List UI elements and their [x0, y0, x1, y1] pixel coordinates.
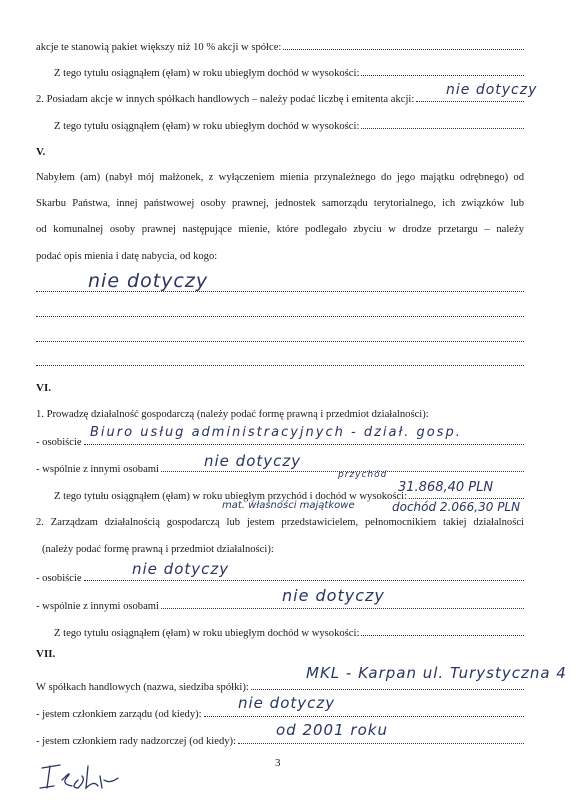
management-label: 2. Zarządzam działalnością gospodarczą lub jestem przedstawicielem, pełnomocnikiem takiej działalności — [36, 517, 524, 528]
section-v-text-4-span: podać opis mienia i datę nabycia, od kogo: — [36, 251, 218, 262]
management-form-line — [42, 543, 524, 556]
section-v-text-1-span: Nabyłem (am) (nabył mój małżonek, z wyłączeniem mienia przynależnego do jego majątku odrębnego) od — [36, 172, 524, 183]
fill-line — [36, 340, 524, 342]
fill-line — [361, 626, 524, 636]
section-v-text-4 — [36, 250, 524, 263]
jointly-label: - wspólnie z innymi osobami — [36, 464, 159, 475]
handwritten-personally: Biuro usług administracyjnych - dział. gosp. — [90, 425, 462, 440]
companies-label: W spółkach handlowych (nazwa, siedziba spółki): — [36, 682, 249, 693]
section-v-heading: V. — [36, 146, 46, 158]
income-label-3: Z tego tytułu osiągnąłem (ęłam) w roku ubiegłym dochód w wysokości: — [54, 628, 360, 639]
revenue-label: Z tego tytułu osiągnąłem (ęłam) w roku ubiegłym przychód i dochód w wysokości: — [54, 491, 408, 502]
handwritten-companies: MKL - Karpan ul. Turystyczna 4 — [306, 664, 567, 682]
section-v-text-2-span: Skarbu Państwa, innej państwowej osoby prawnej, jednostek samorządu terytorialnego, ich związków lub — [36, 198, 524, 209]
shares-package-label: akcje te stanowią pakiet większy niż 10 % akcji w spółce: — [36, 42, 282, 53]
section-v-text-1 — [36, 171, 524, 184]
management-line — [36, 516, 524, 529]
handwritten-v: nie dotyczy — [88, 270, 209, 292]
other-shares-label: 2. Posiadam akcje w innych spółkach handlowych – należy podać liczbę i emitenta akcji: — [36, 94, 415, 105]
section-vii-heading: VII. — [36, 648, 56, 660]
section-v-text-2 — [36, 197, 524, 210]
handwritten-jointly-2: nie dotyczy — [282, 586, 385, 605]
handwritten-personally-2: nie dotyczy — [132, 560, 230, 578]
fill-line — [36, 364, 524, 366]
fill-line — [36, 315, 524, 317]
handwritten-revenue-note: przychód — [338, 470, 388, 480]
jointly-label-2: - wspólnie z innymi osobami — [36, 601, 159, 612]
fill-line — [361, 66, 524, 76]
handwritten-l3: nie dotyczy — [446, 82, 538, 98]
supervisory-board-label: - jestem członkiem rady nadzorczej (od kiedy): — [36, 736, 237, 747]
fill-line — [361, 119, 524, 129]
section-v-text-3-span: od komunalnej osoby prawnej następujące mienie, które podlegało zbyciu w drodze przetargu – należy — [36, 224, 524, 235]
income-line-1 — [54, 66, 524, 80]
signature-icon — [38, 762, 148, 796]
shares-package-line — [36, 40, 524, 54]
handwritten-supervisory-board: od 2001 roku — [276, 721, 388, 739]
handwritten-jointly: nie dotyczy — [204, 452, 302, 470]
income-label-2: Z tego tytułu osiągnąłem (ęłam) w roku ubiegłym dochód w wysokości: — [54, 121, 360, 132]
handwritten-revenue-note-2: mat. własności majątkowe — [222, 500, 355, 511]
income-line-2 — [54, 119, 524, 133]
personally-label-2: - osobiście — [36, 573, 82, 584]
fill-line — [283, 40, 524, 50]
income-line-3 — [54, 626, 524, 640]
personally-line-2 — [36, 571, 524, 585]
section-v-text-3 — [36, 223, 524, 236]
board-member-label: - jestem członkiem zarządu (od kiedy): — [36, 709, 202, 720]
handwritten-board-member: nie dotyczy — [238, 694, 336, 712]
handwritten-revenue: 31.868,40 PLN — [398, 480, 494, 495]
page-number: 3 — [275, 757, 281, 769]
business-activity-line — [36, 408, 524, 421]
section-vi-heading: VI. — [36, 382, 51, 394]
fill-line — [36, 290, 524, 292]
income-label-1: Z tego tytułu osiągnąłem (ęłam) w roku ubiegłym dochód w wysokości: — [54, 68, 360, 79]
jointly-line-2 — [36, 599, 524, 613]
management-form-label: (należy podać formę prawną i przedmiot działalności): — [42, 544, 274, 555]
business-activity-label: 1. Prowadzę działalność gospodarczą (należy podać formę prawną i przedmiot działalności): — [36, 409, 429, 420]
personally-label: - osobiście — [36, 437, 82, 448]
companies-line — [36, 680, 524, 694]
handwritten-income: dochód 2.066,30 PLN — [392, 500, 521, 514]
